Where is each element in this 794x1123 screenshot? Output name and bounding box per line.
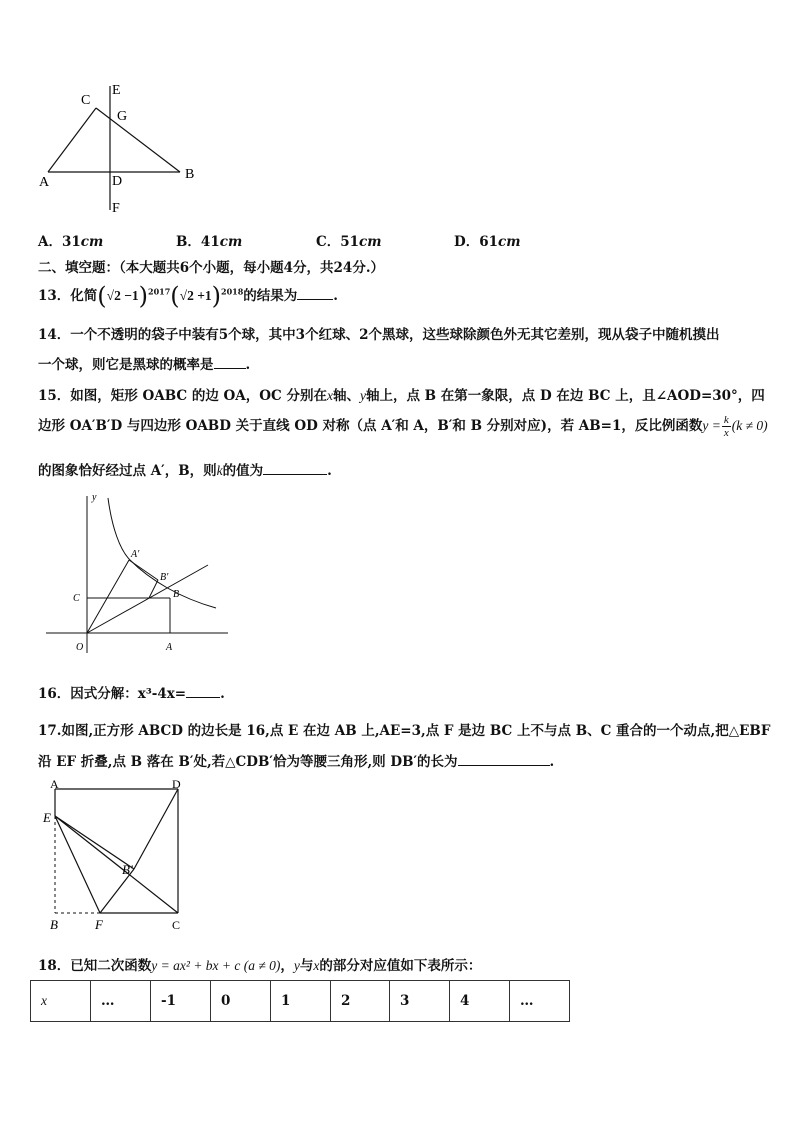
answer-blank-13[interactable] <box>297 286 333 300</box>
table-row <box>31 981 570 1022</box>
question-15-line3: 的图象恰好经过点 A′，B，则k的值为 . <box>38 463 332 479</box>
table-cell: 0 <box>211 981 271 1022</box>
table-cell: x <box>31 981 91 1022</box>
label-G: G <box>117 109 128 124</box>
table-cell: -1 <box>151 981 211 1022</box>
table-cell: … <box>510 981 570 1022</box>
question-17-line2: 沿 EF 折叠,点 B 落在 B′处,若△CDB′恰为等腰三角形,则 DB′的长为 . <box>38 754 555 770</box>
label-F: F <box>112 201 120 216</box>
choice-c[interactable]: C．51cm <box>316 234 382 250</box>
answer-blank-14[interactable] <box>214 355 246 369</box>
value-table <box>30 980 570 1022</box>
choice-a[interactable]: A．31cm <box>38 234 104 250</box>
question-14-line1: 14．一个不透明的袋子中装有5个球，其中3个红球、2个黑球，这些球除颜色外无其它差别，现从袋子中随机摸出 <box>38 327 720 343</box>
question-15-line2: 边形 OA′B′D 与四边形 OABD 关于直线 OD 对称（点 A′和 A，B′和 B 分别对应)，若 AB=1，反比例函数y = $\frac{k}{x}$ (k ≠ 0) <box>38 414 768 439</box>
question-15-line1: 15．如图，矩形 OABC 的边 OA，OC 分别在x轴、y轴上，点 B 在第一象限，点 D 在边 BC 上，且∠AOD=30°，四 <box>38 388 765 404</box>
label-A: A <box>39 175 50 190</box>
answer-blank-16[interactable] <box>186 684 220 698</box>
answer-blank-17[interactable] <box>458 752 550 766</box>
figure-15 <box>40 488 240 658</box>
fig17-label-E: E <box>43 810 51 825</box>
fig17-label-A: A <box>50 777 59 791</box>
figure-17 <box>40 776 200 936</box>
question-16: 16．因式分解：x³-4x= . <box>38 686 225 702</box>
section-title: 二、填空题：（本大题共6个小题，每小题4分，共24分.） <box>38 260 385 276</box>
question-18: 18．已知二次函数y = ax² + bx + c (a ≠ 0)，y与x的部分对应值如下表所示： <box>38 958 482 974</box>
fig17-label-D: D <box>172 777 181 791</box>
label-B: B <box>185 167 195 182</box>
label-E: E <box>112 83 121 98</box>
table-cell: … <box>91 981 151 1022</box>
fig15-label-C: C <box>73 593 80 604</box>
label-D: D <box>112 174 123 189</box>
figure-triangle <box>30 78 210 218</box>
fig17-label-B1: B′ <box>122 862 133 877</box>
fig15-label-A: A <box>166 642 173 653</box>
answer-blank-15[interactable] <box>263 461 327 475</box>
fig17-label-B: B <box>50 917 58 932</box>
choice-d[interactable]: D．61cm <box>454 234 521 250</box>
fig15-label-y: y <box>92 492 97 503</box>
fig15-label-B1: B′ <box>160 572 169 583</box>
table-cell: 4 <box>450 981 510 1022</box>
question-17-line1: 17.如图,正方形 ABCD 的边长是 16,点 E 在边 AB 上,AE=3,点 F 是边 BC 上不与点 B、C 重合的一个动点,把△EBF <box>38 723 771 739</box>
table-cell: 1 <box>271 981 331 1022</box>
fig15-label-O: O <box>76 642 84 653</box>
question-14-line2: 一个球，则它是黑球的概率是 . <box>38 357 251 373</box>
table-cell: 2 <box>331 981 390 1022</box>
table-cell: 3 <box>390 981 450 1022</box>
question-13: 13．化简$(√2 -1)^{2017}(√2 +1)^{2018}$的结果为 . <box>38 282 338 310</box>
fig15-label-B: B <box>173 589 180 600</box>
fig17-label-C: C <box>172 918 181 932</box>
choice-b[interactable]: B．41cm <box>176 234 243 250</box>
fig17-label-F: F <box>95 917 103 932</box>
label-C: C <box>81 93 91 108</box>
fig15-label-A1: A′ <box>131 549 140 560</box>
